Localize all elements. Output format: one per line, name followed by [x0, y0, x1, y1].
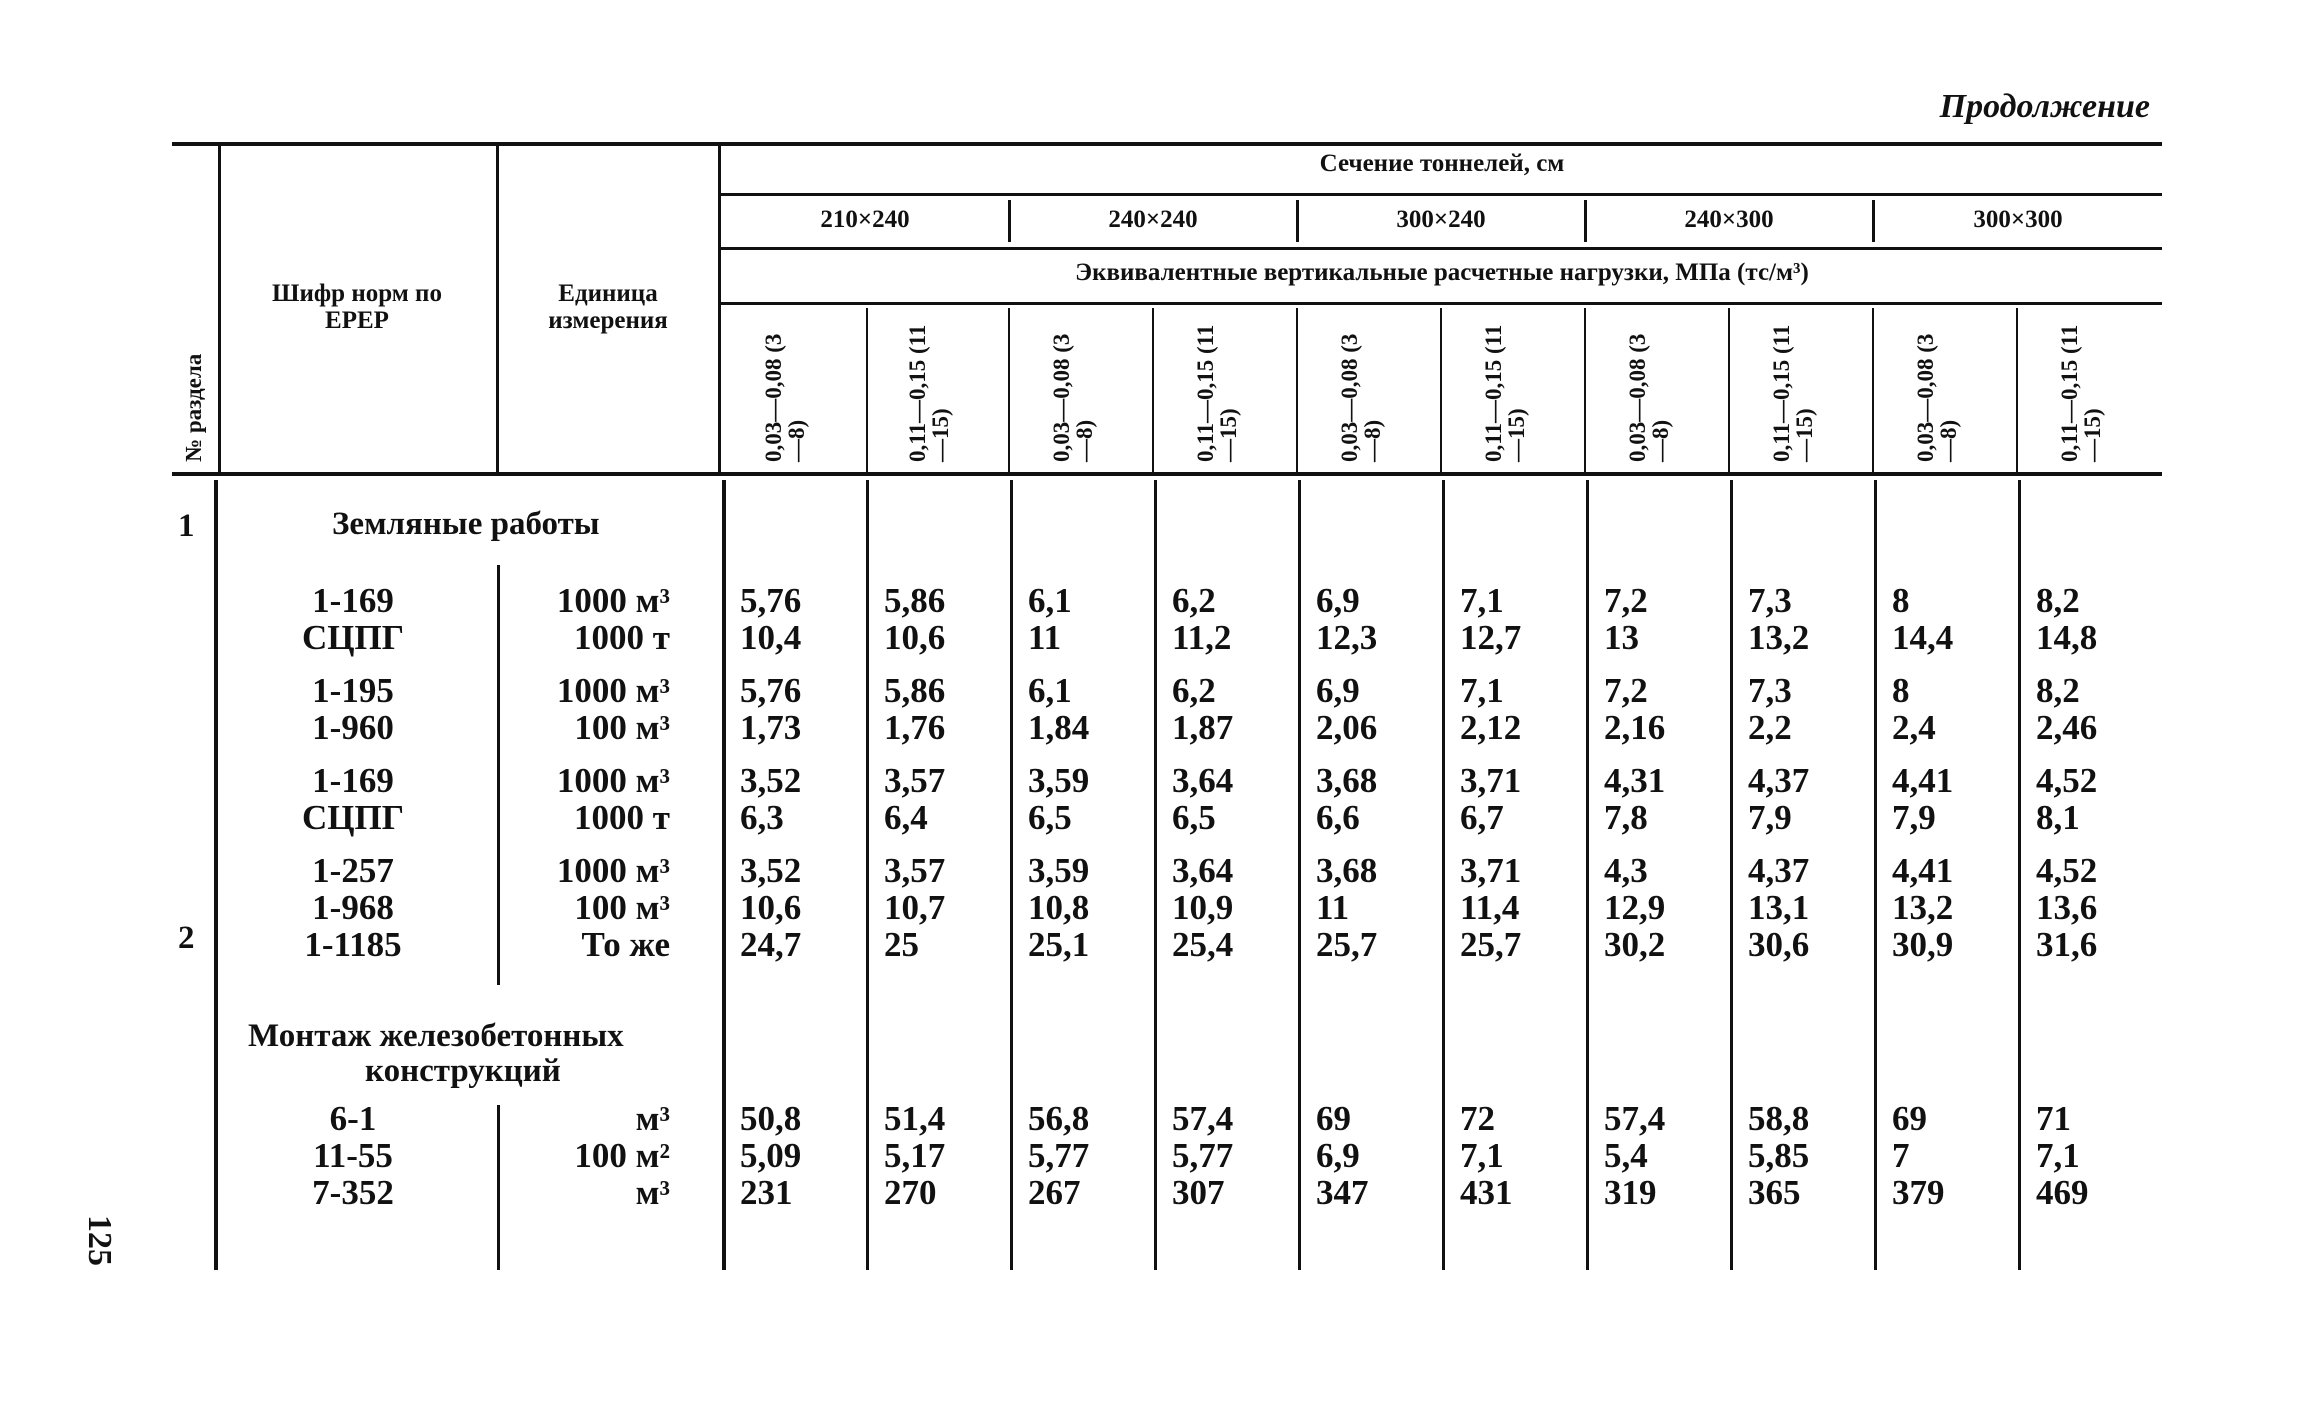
body-divider: [1586, 480, 1589, 1270]
value-cell: 57,4: [1172, 1099, 1234, 1138]
load-label: 0,11—0,15 (11—15): [905, 324, 953, 462]
section-1-title: Земляные работы: [332, 506, 600, 542]
size-label: 240×300: [1684, 206, 1774, 233]
value-cell: 1,87: [1172, 708, 1234, 747]
norm-code: 1-1185: [304, 925, 402, 964]
page-number: 125: [81, 1215, 118, 1266]
header-norm-code: Шифр норм по ЕРЕР: [272, 280, 442, 334]
value-cell: 5,76: [740, 671, 802, 710]
value-cell: 5,77: [1172, 1136, 1234, 1175]
value-cell: 6,9: [1316, 671, 1360, 710]
value-cell: 1,73: [740, 708, 802, 747]
value-cell: 2,2: [1748, 708, 1792, 747]
value-cell: 30,9: [1892, 925, 1954, 964]
value-cell: 11: [1028, 618, 1062, 657]
value-cell: 3,52: [740, 761, 802, 800]
value-cell: 6,5: [1172, 798, 1216, 837]
value-cell: 5,09: [740, 1136, 802, 1175]
value-cell: 3,52: [740, 851, 802, 890]
value-cell: 3,71: [1460, 761, 1522, 800]
value-cell: 25,4: [1172, 925, 1234, 964]
value-cell: 3,64: [1172, 761, 1234, 800]
value-cell: 11,2: [1172, 618, 1232, 657]
unit: 1000 м³: [556, 671, 670, 710]
value-cell: 10,6: [740, 888, 802, 927]
value-cell: 4,41: [1892, 761, 1954, 800]
unit: 1000 м³: [556, 761, 670, 800]
value-cell: 7,9: [1892, 798, 1936, 837]
unit: 100 м³: [574, 708, 670, 747]
value-cell: 12,9: [1604, 888, 1666, 927]
value-cell: 13,1: [1748, 888, 1810, 927]
value-cell: 379: [1892, 1173, 1945, 1212]
value-cell: 25: [884, 925, 919, 964]
value-cell: 8,1: [2036, 798, 2080, 837]
body-divider: [722, 480, 726, 1270]
load-label: 0,03—0,08 (3—8): [1049, 333, 1097, 462]
value-cell: 6,7: [1460, 798, 1504, 837]
body-divider: [1298, 480, 1301, 1270]
value-cell: 3,64: [1172, 851, 1234, 890]
value-cell: 6,9: [1316, 581, 1360, 620]
section-2-title-2: конструкций: [365, 1053, 561, 1089]
unit: 100 м³: [574, 888, 670, 927]
load-divider: [1728, 308, 1730, 472]
value-cell: 7,8: [1604, 798, 1648, 837]
value-cell: 14,8: [2036, 618, 2098, 657]
load-label: 0,11—0,15 (11—15): [1481, 324, 1529, 462]
value-cell: 267: [1028, 1173, 1081, 1212]
value-cell: 7,2: [1604, 581, 1648, 620]
load-divider: [1440, 308, 1442, 472]
value-cell: 7,1: [2036, 1136, 2080, 1175]
value-cell: 3,59: [1028, 851, 1090, 890]
load-label: 0,11—0,15 (11—15): [1193, 324, 1241, 462]
value-cell: 5,76: [740, 581, 802, 620]
value-cell: 30,2: [1604, 925, 1666, 964]
value-cell: 69: [1316, 1099, 1351, 1138]
load-divider: [1152, 308, 1154, 472]
body-divider: [866, 480, 869, 1270]
norm-code: 6-1: [329, 1099, 377, 1138]
load-label: 0,03—0,08 (3—8): [1337, 333, 1385, 462]
value-cell: 56,8: [1028, 1099, 1090, 1138]
value-cell: 57,4: [1604, 1099, 1666, 1138]
norm-code: СЦПГ: [302, 798, 404, 837]
size-label: 210×240: [820, 206, 910, 233]
value-cell: 3,71: [1460, 851, 1522, 890]
value-cell: 2,16: [1604, 708, 1666, 747]
body-divider: [2018, 480, 2021, 1270]
value-cell: 6,9: [1316, 1136, 1360, 1175]
value-cell: 307: [1172, 1173, 1225, 1212]
value-cell: 25,1: [1028, 925, 1090, 964]
value-cell: 12,3: [1316, 618, 1378, 657]
value-cell: 5,77: [1028, 1136, 1090, 1175]
value-cell: 10,4: [740, 618, 802, 657]
value-cell: 13: [1604, 618, 1639, 657]
value-cell: 3,59: [1028, 761, 1090, 800]
section-2-number: 2: [178, 920, 195, 956]
value-cell: 13,2: [1892, 888, 1954, 927]
value-cell: 7,9: [1748, 798, 1792, 837]
value-cell: 31,6: [2036, 925, 2098, 964]
unit: То же: [581, 925, 670, 964]
body-divider: [1010, 480, 1013, 1270]
norm-code: 1-257: [312, 851, 394, 890]
norm-code: 1-195: [312, 671, 394, 710]
value-cell: 25,7: [1460, 925, 1522, 964]
value-cell: 5,17: [884, 1136, 946, 1175]
value-cell: 3,68: [1316, 851, 1378, 890]
load-divider: [1296, 308, 1298, 472]
body-divider: [1874, 480, 1877, 1270]
unit: 1000 м³: [556, 851, 670, 890]
header-unit: Единица измерения: [548, 280, 668, 334]
unit: 1000 т: [574, 618, 670, 657]
load-divider: [1584, 308, 1586, 472]
body-divider: [1730, 480, 1733, 1270]
header-rule-1: [720, 193, 2162, 196]
norm-code: 1-968: [312, 888, 394, 927]
header-vline-1: [218, 146, 221, 472]
norm-code: СЦПГ: [302, 618, 404, 657]
value-cell: 2,4: [1892, 708, 1936, 747]
unit: м³: [635, 1099, 670, 1138]
value-cell: 6,5: [1028, 798, 1072, 837]
value-cell: 3,68: [1316, 761, 1378, 800]
norm-code: 1-960: [312, 708, 394, 747]
size-label: 300×300: [1973, 206, 2063, 233]
value-cell: 8: [1892, 581, 1910, 620]
value-cell: 7,2: [1604, 671, 1648, 710]
value-cell: 14,4: [1892, 618, 1954, 657]
value-cell: 10,8: [1028, 888, 1090, 927]
header-tunnel-section: Сечение тоннелей, см: [1319, 150, 1565, 177]
value-cell: 2,12: [1460, 708, 1522, 747]
value-cell: 58,8: [1748, 1099, 1810, 1138]
value-cell: 4,31: [1604, 761, 1666, 800]
header-vline-3: [718, 146, 721, 472]
body-vline-left: [214, 480, 218, 1270]
value-cell: 6,1: [1028, 581, 1072, 620]
body-divider: [1154, 480, 1157, 1270]
value-cell: 3,57: [884, 761, 946, 800]
size-label: 300×240: [1396, 206, 1486, 233]
value-cell: 3,57: [884, 851, 946, 890]
value-cell: 431: [1460, 1173, 1513, 1212]
value-cell: 25,7: [1316, 925, 1378, 964]
value-cell: 7,3: [1748, 581, 1792, 620]
body-divider: [1442, 480, 1445, 1270]
unit: 1000 т: [574, 798, 670, 837]
value-cell: 69: [1892, 1099, 1927, 1138]
value-cell: 7,1: [1460, 1136, 1504, 1175]
value-cell: 30,6: [1748, 925, 1810, 964]
value-cell: 24,7: [740, 925, 802, 964]
value-cell: 10,9: [1172, 888, 1234, 927]
value-cell: 270: [884, 1173, 937, 1212]
value-cell: 5,86: [884, 581, 946, 620]
value-cell: 5,4: [1604, 1136, 1648, 1175]
norm-code: 1-169: [312, 581, 394, 620]
value-cell: 71: [2036, 1099, 2071, 1138]
load-label: 0,03—0,08 (3—8): [1625, 333, 1673, 462]
value-cell: 6,6: [1316, 798, 1360, 837]
value-cell: 6,2: [1172, 671, 1216, 710]
value-cell: 1,76: [884, 708, 946, 747]
value-cell: 2,06: [1316, 708, 1378, 747]
value-cell: 5,86: [884, 671, 946, 710]
value-cell: 231: [740, 1173, 793, 1212]
load-label: 0,03—0,08 (3—8): [1913, 333, 1961, 462]
value-cell: 11,4: [1460, 888, 1520, 927]
value-cell: 347: [1316, 1173, 1369, 1212]
value-cell: 10,7: [884, 888, 946, 927]
value-cell: 7,3: [1748, 671, 1792, 710]
value-cell: 4,52: [2036, 761, 2098, 800]
value-cell: 8,2: [2036, 671, 2080, 710]
value-cell: 51,4: [884, 1099, 946, 1138]
header-section-no: № раздела: [181, 353, 206, 462]
section-1-number: 1: [178, 508, 195, 544]
value-cell: 365: [1748, 1173, 1801, 1212]
value-cell: 11: [1316, 888, 1350, 927]
header-loads: Эквивалентные вертикальные расчетные нагрузки, МПа (тс/м³): [1075, 259, 1809, 286]
load-divider: [1008, 308, 1010, 472]
norm-code: 7-352: [312, 1173, 394, 1212]
value-cell: 12,7: [1460, 618, 1522, 657]
value-cell: 72: [1460, 1099, 1495, 1138]
value-cell: 7,1: [1460, 671, 1504, 710]
value-cell: 13,2: [1748, 618, 1810, 657]
load-divider: [2016, 308, 2018, 472]
header-bottom-rule: [172, 472, 2162, 476]
value-cell: 6,1: [1028, 671, 1072, 710]
value-cell: 7,1: [1460, 581, 1504, 620]
value-cell: 469: [2036, 1173, 2089, 1212]
unit: м³: [635, 1173, 670, 1212]
unit: 1000 м³: [556, 581, 670, 620]
value-cell: 4,41: [1892, 851, 1954, 890]
value-cell: 6,2: [1172, 581, 1216, 620]
value-cell: 2,46: [2036, 708, 2098, 747]
value-cell: 6,3: [740, 798, 784, 837]
value-cell: 50,8: [740, 1099, 802, 1138]
load-divider: [866, 308, 868, 472]
value-cell: 8,2: [2036, 581, 2080, 620]
size-label: 240×240: [1108, 206, 1198, 233]
value-cell: 7: [1892, 1136, 1910, 1175]
value-cell: 6,4: [884, 798, 928, 837]
value-cell: 5,85: [1748, 1136, 1810, 1175]
top-rule: [172, 142, 2162, 146]
value-cell: 10,6: [884, 618, 946, 657]
value-cell: 4,52: [2036, 851, 2098, 890]
norm-code: 1-169: [312, 761, 394, 800]
load-divider: [1872, 308, 1874, 472]
header-rule-2: [720, 247, 2162, 250]
value-cell: 13,6: [2036, 888, 2098, 927]
value-cell: 1,84: [1028, 708, 1090, 747]
header-rule-3: [720, 302, 2162, 305]
unit: 100 м²: [574, 1136, 670, 1175]
value-cell: 8: [1892, 671, 1910, 710]
section-2-title: Монтаж железобетонных: [248, 1018, 624, 1054]
load-label: 0,03—0,08 (3—8): [761, 333, 809, 462]
load-label: 0,11—0,15 (11—15): [1769, 324, 1817, 462]
continuation-label: Продолжение: [1939, 88, 2150, 125]
value-cell: 4,37: [1748, 761, 1810, 800]
norm-code: 11-55: [313, 1136, 393, 1175]
load-label: 0,11—0,15 (11—15): [2057, 324, 2105, 462]
value-cell: 319: [1604, 1173, 1657, 1212]
header-vline-2: [496, 146, 499, 472]
value-cell: 4,37: [1748, 851, 1810, 890]
value-cell: 4,3: [1604, 851, 1648, 890]
